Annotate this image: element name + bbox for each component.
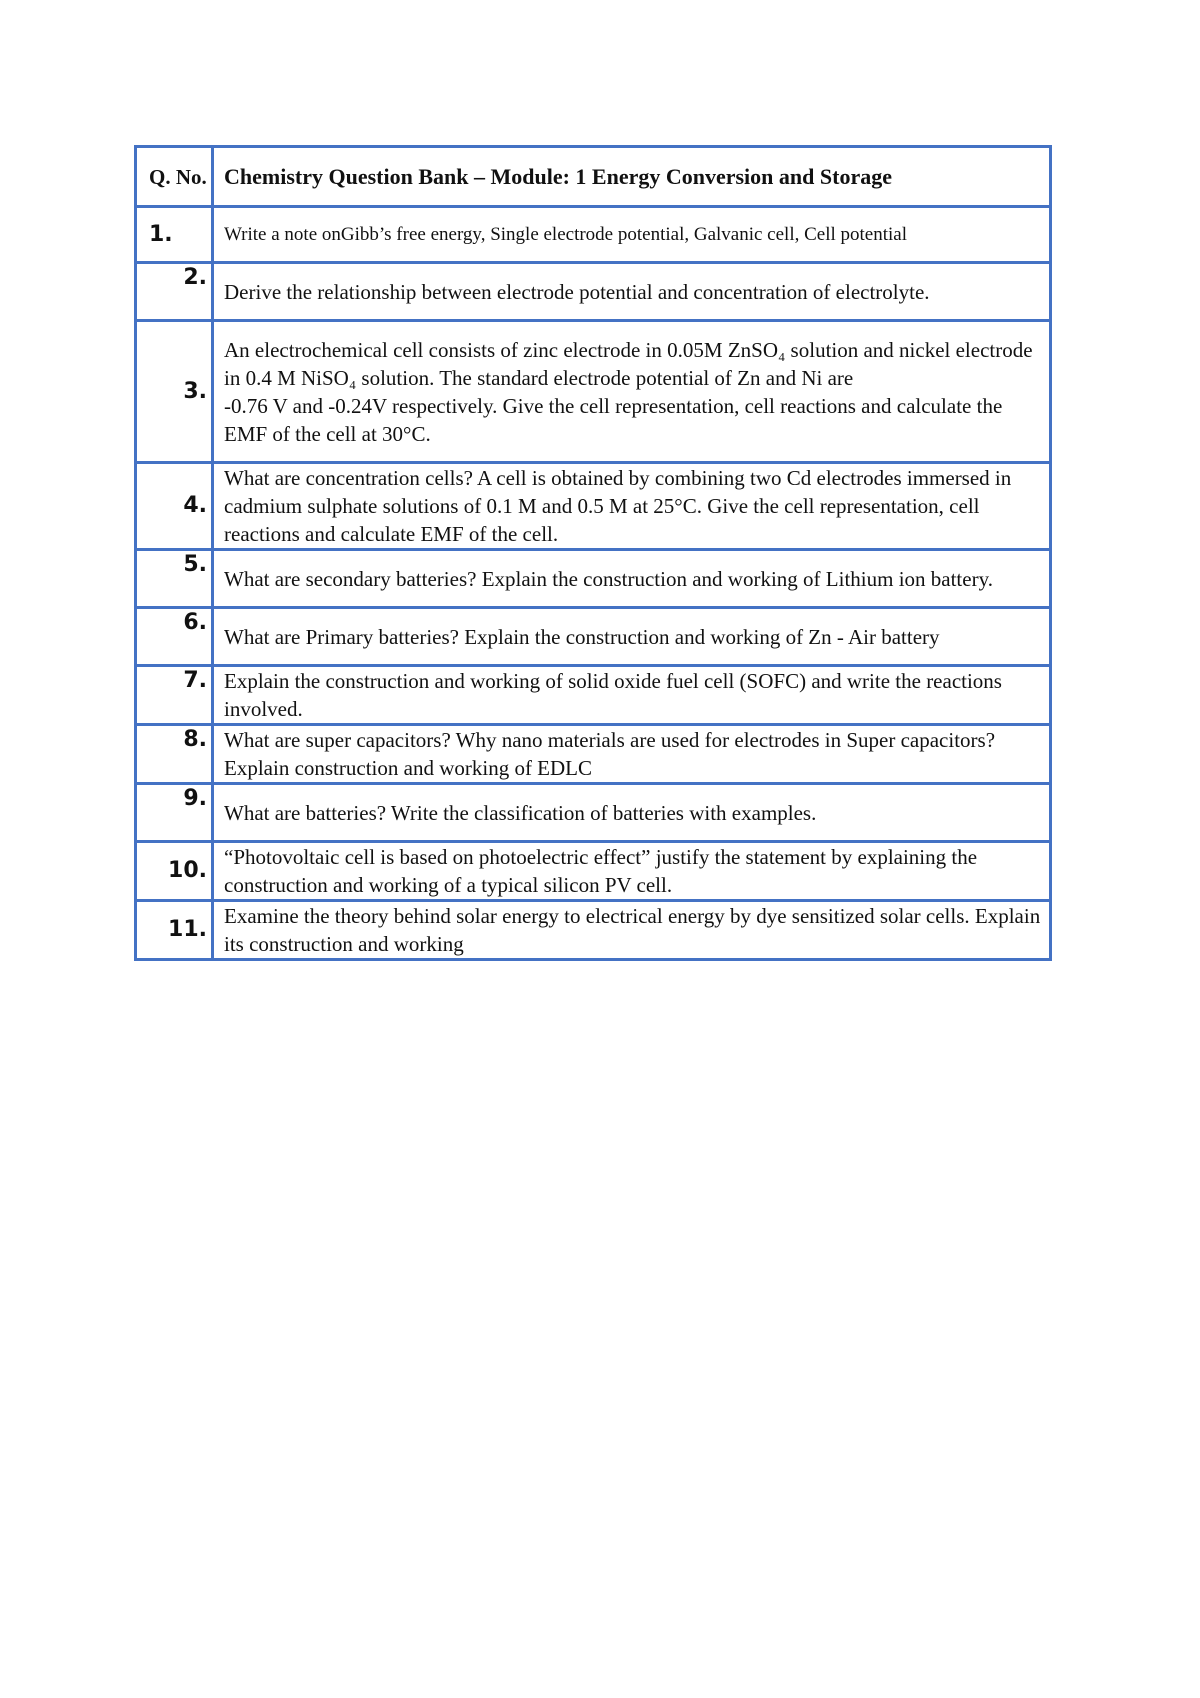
- question-number: 4.: [136, 463, 213, 550]
- question-number: 6.: [136, 608, 213, 666]
- table-row: [136, 784, 1051, 842]
- table-row: [136, 207, 1051, 263]
- question-text: Examine the theory behind solar energy to electrical energy by dye sensitized solar cells. Explain its construction and working: [213, 901, 1051, 960]
- question-number: 1.: [136, 207, 213, 263]
- table-row: [136, 842, 1051, 901]
- question-text: What are concentration cells? A cell is obtained by combining two Cd electrodes immersed in cadmium sulphate solutions of 0.1 M and 0.5 M at 25°C. Give the cell representation, cell reactions and calculate EMF of the cell.: [213, 463, 1051, 550]
- qno-header: Q. No.: [136, 147, 213, 207]
- table-row: [136, 263, 1051, 321]
- question-bank-table: [134, 145, 1052, 961]
- table-row: [136, 666, 1051, 725]
- header-row: [136, 147, 1051, 207]
- question-number: 11.: [136, 901, 213, 960]
- question-text: What are super capacitors? Why nano materials are used for electrodes in Super capacitors? Explain construction and working of EDLC: [213, 725, 1051, 784]
- question-number: 3.: [136, 321, 213, 463]
- table-row: [136, 550, 1051, 608]
- question-text: [213, 321, 1051, 463]
- question-number: 9.: [136, 784, 213, 842]
- table-row: [136, 725, 1051, 784]
- question-text: What are secondary batteries? Explain the construction and working of Lithium ion battery.: [213, 550, 1051, 608]
- question-text: Derive the relationship between electrode potential and concentration of electrolyte.: [213, 263, 1051, 321]
- question-text: Write a note onGibb’s free energy, Single electrode potential, Galvanic cell, Cell potential: [213, 207, 1051, 263]
- question-text: What are batteries? Write the classification of batteries with examples.: [213, 784, 1051, 842]
- table-title: Chemistry Question Bank – Module: 1 Energy Conversion and Storage: [213, 147, 1051, 207]
- question-number: 8.: [136, 725, 213, 784]
- table-row: [136, 901, 1051, 960]
- table-row: [136, 608, 1051, 666]
- question-number: 2.: [136, 263, 213, 321]
- question-number: 7.: [136, 666, 213, 725]
- question-text-line: An electrochemical cell consists of zinc electrode in 0.05M ZnSO₄ solution and nickel electrode in 0.4 M NiSO₄ solution. The standard electrode potential of Zn and Ni are: [224, 337, 1033, 390]
- question-text: “Photovoltaic cell is based on photoelectric effect” justify the statement by explaining the construction and working of a typical silicon PV cell.: [213, 842, 1051, 901]
- question-text-line: -0.76 V and -0.24V respectively. Give the cell representation, cell reactions and calculate the EMF of the cell at 30°C.: [224, 393, 1003, 446]
- question-text: What are Primary batteries? Explain the construction and working of Zn - Air battery: [213, 608, 1051, 666]
- question-text: Explain the construction and working of solid oxide fuel cell (SOFC) and write the reactions involved.: [213, 666, 1051, 725]
- question-number: 10.: [136, 842, 213, 901]
- question-number: 5.: [136, 550, 213, 608]
- table-row: [136, 321, 1051, 463]
- table-row: [136, 463, 1051, 550]
